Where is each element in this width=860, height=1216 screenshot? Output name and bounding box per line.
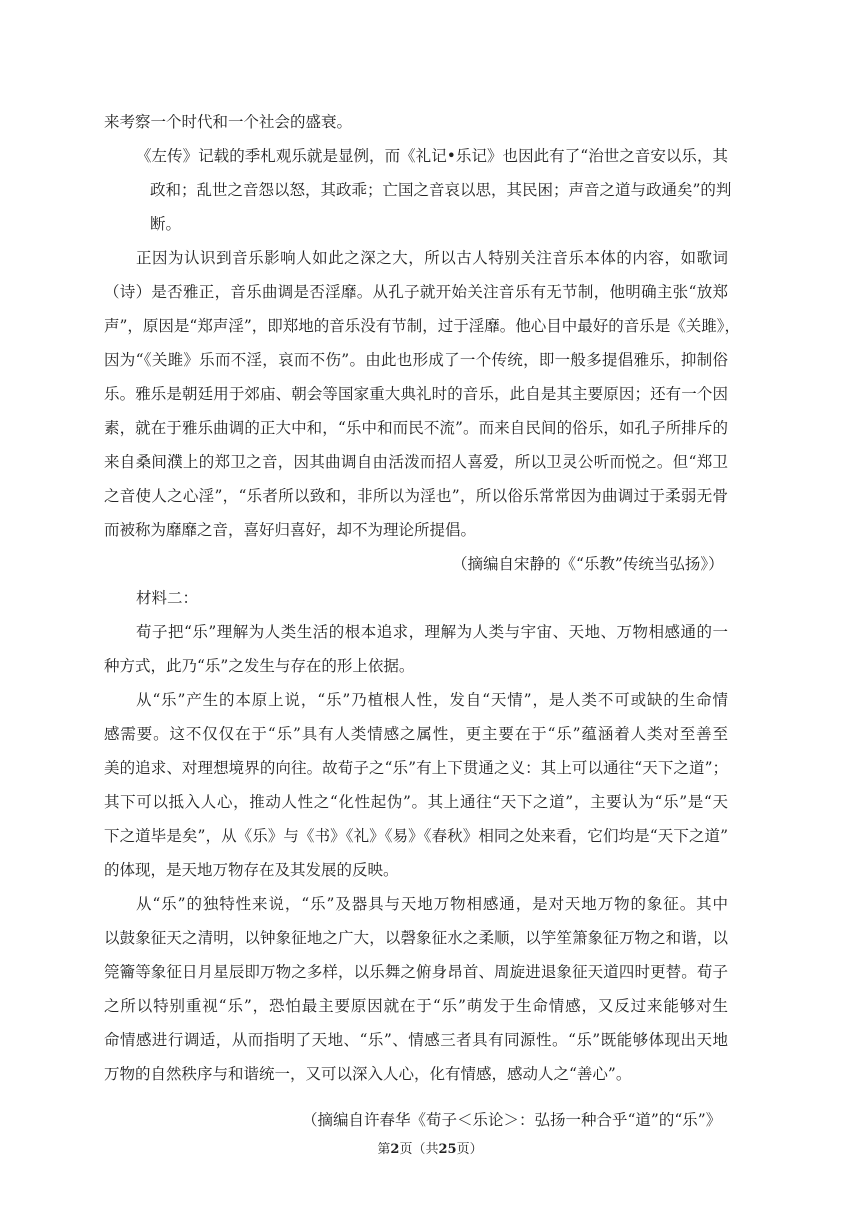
paragraph-line: （诗）是否雅正，音乐曲调是否淫靡。从孔子就开始关注音乐有无节制，他明确主张“放郑: [104, 283, 728, 301]
paragraph-line: 美的追求、对理想境界的向往。故荀子之“乐”有上下贯通之义：其上可以通往“天下之道”；: [104, 759, 728, 777]
paragraph-line: 感需要。这不仅仅在于“乐”具有人类情感之属性，更主要在于“乐”蕴涵着人类对至善至: [104, 725, 728, 743]
paragraph-line: 乐。雅乐是朝廷用于郊庙、朝会等国家重大典礼时的音乐，此自是其主要原因；还有一个因: [104, 385, 728, 403]
paragraph-line: 之所以特别重视“乐”，恐怕最主要原因就在于“乐”萌发于生命情感，又反过来能够对生: [104, 997, 728, 1015]
footer-suffix: 页）: [456, 1142, 483, 1157]
paragraph-line: 正因为认识到音乐影响人如此之深之大，所以古人特别关注音乐本体的内容，如歌词: [136, 249, 728, 267]
footer-prefix: 第: [377, 1142, 391, 1157]
paragraph-line: 而被称为靡靡之音，喜好归喜好，却不为理论所提倡。: [104, 521, 477, 539]
paragraph-line: 政和；乱世之音怨以怒，其政乖；亡国之音哀以思，其民困；声音之道与政通矣”的判: [150, 181, 732, 199]
footer-middle: 页（共: [399, 1142, 439, 1157]
paragraph-line: 万物的自然秩序与和谐统一，又可以深入人心，化有情感，感动人之“善心”。: [104, 1065, 632, 1083]
paragraph-line: 素，就在于雅乐曲调的正大中和，“乐中和而民不流”。而来自民间的俗乐，如孔子所排斥的: [104, 419, 728, 437]
paragraph-line: 《左传》记载的季札观乐就是显例，而《礼记•乐记》也因此有了“治世之音安以乐，其: [136, 147, 728, 165]
paragraph-line: 从“乐”的独特性来说，“乐”及器具与天地万物相感通，是对天地万物的象征。其中: [136, 895, 728, 913]
paragraph-line: 来考察一个时代和一个社会的盛衰。: [104, 113, 353, 131]
paragraph-line: 因为“《关雎》乐而不淫，哀而不伤”。由此也形成了一个传统，即一般多提倡雅乐，抑制俗: [104, 351, 728, 369]
paragraph-line: 声”，原因是“郑声淫”，即郑地的音乐没有节制，过于淫靡。他心目中最好的音乐是《关雎》，: [104, 317, 741, 335]
paragraph-line: 种方式，此乃“乐”之发生与存在的形上依据。: [104, 657, 415, 675]
paragraph-line: 以鼓象征天之清明，以钟象征地之广大，以磬象征水之柔顺，以竽笙箫象征万物之和谐，以: [104, 929, 728, 947]
footer-page-number: 2: [390, 1142, 400, 1157]
paragraph-line: 断。: [150, 215, 182, 233]
paragraph-line: 下之道毕是矣”，从《乐》与《书》《礼》《易》《春秋》相同之处来看，它们均是“天下之道”: [104, 827, 728, 845]
paragraph-line: 其下可以抵入人心，推动人性之“化性起伪”。其上通往“天下之道”，主要认为“乐”是“天: [104, 793, 728, 811]
paragraph-line: 来自桑间濮上的郑卫之音，因其曲调自由活泼而招人喜爱，所以卫灵公听而悦之。但“郑卫: [104, 453, 728, 471]
paragraph-line: 的体现，是天地万物存在及其发展的反映。: [104, 861, 399, 879]
paragraph-line: 荀子把“乐”理解为人类生活的根本追求，理解为人类与宇宙、天地、万物相感通的一: [136, 623, 728, 641]
paragraph-line: 命情感进行调适，从而指明了天地、“乐”、情感三者具有同源性。“乐”既能够体现出天地: [104, 1031, 728, 1049]
paragraph-line: 从“乐”产生的本原上说，“乐”乃植根人性，发自“天情”，是人类不可或缺的生命情: [136, 691, 728, 709]
paragraph-line: 筦籥等象征日月星辰即万物之多样，以乐舞之俯身昂首、周旋进退象征天道四时更替。荀子: [104, 963, 728, 981]
page-footer: [0, 1141, 860, 1159]
paragraph-line: 之音使人之心淫”，“乐者所以致和，非所以为淫也”，所以俗乐常常因为曲调过于柔弱无骨: [104, 487, 728, 505]
footer-total-pages: 25: [438, 1142, 457, 1157]
source-citation: （摘编自宋静的《“乐教”传统当弘扬》）: [452, 555, 724, 573]
source-citation: （摘编自许春华《荀子＜乐论＞：弘扬一种合乎“道”的“乐”》: [302, 1111, 722, 1129]
material-heading: 材料二：: [136, 589, 199, 607]
